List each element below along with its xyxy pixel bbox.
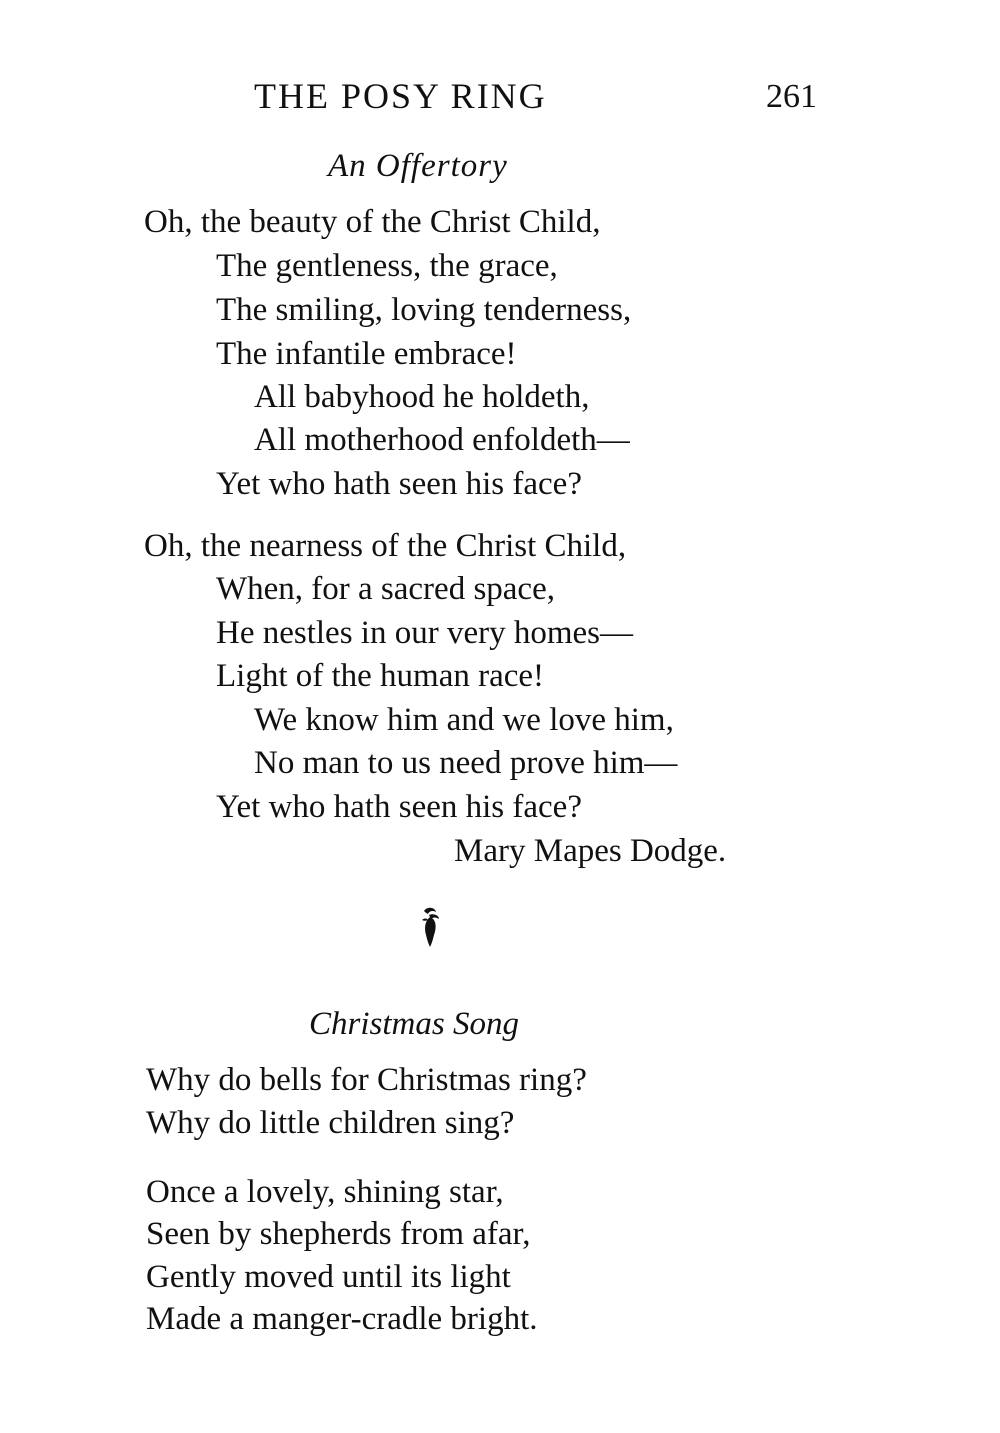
poem-line: Oh, the beauty of the Christ Child,	[144, 204, 601, 240]
poem-line: The smiling, loving tenderness,	[216, 292, 632, 328]
poem-line: No man to us need prove him—	[254, 745, 678, 781]
poem-line: Yet who hath seen his face?	[216, 789, 582, 825]
page-number: 261	[766, 78, 817, 115]
running-title: THE POSY RING	[254, 76, 547, 116]
poem-line: Oh, the nearness of the Christ Child,	[144, 528, 627, 564]
poem-title: An Offertory	[328, 148, 508, 184]
poem-line: Made a manger-cradle bright.	[146, 1301, 538, 1337]
poem-line: The infantile embrace!	[216, 336, 517, 372]
poem-line: Light of the human race!	[216, 658, 545, 694]
poem-line: The gentleness, the grace,	[216, 248, 558, 284]
poem-author: Mary Mapes Dodge.	[454, 833, 727, 869]
poem-line: Seen by shepherds from afar,	[146, 1216, 531, 1252]
poem-line: All motherhood enfoldeth—	[254, 422, 630, 458]
poem-line: We know him and we love him,	[254, 702, 674, 738]
floral-ornament-icon	[415, 905, 445, 949]
poem-line: Yet who hath seen his face?	[216, 466, 582, 502]
poem-line: All babyhood he holdeth,	[254, 379, 590, 415]
poem-line: When, for a sacred space,	[216, 571, 555, 607]
poem-line: Why do little children sing?	[146, 1105, 515, 1141]
poem-line: Once a lovely, shining star,	[146, 1174, 504, 1210]
poem-line: Why do bells for Christmas ring?	[146, 1062, 587, 1098]
poem-line: He nestles in our very homes—	[216, 615, 633, 651]
poem-line: Gently moved until its light	[146, 1259, 511, 1295]
poem-title: Christmas Song	[309, 1006, 519, 1042]
